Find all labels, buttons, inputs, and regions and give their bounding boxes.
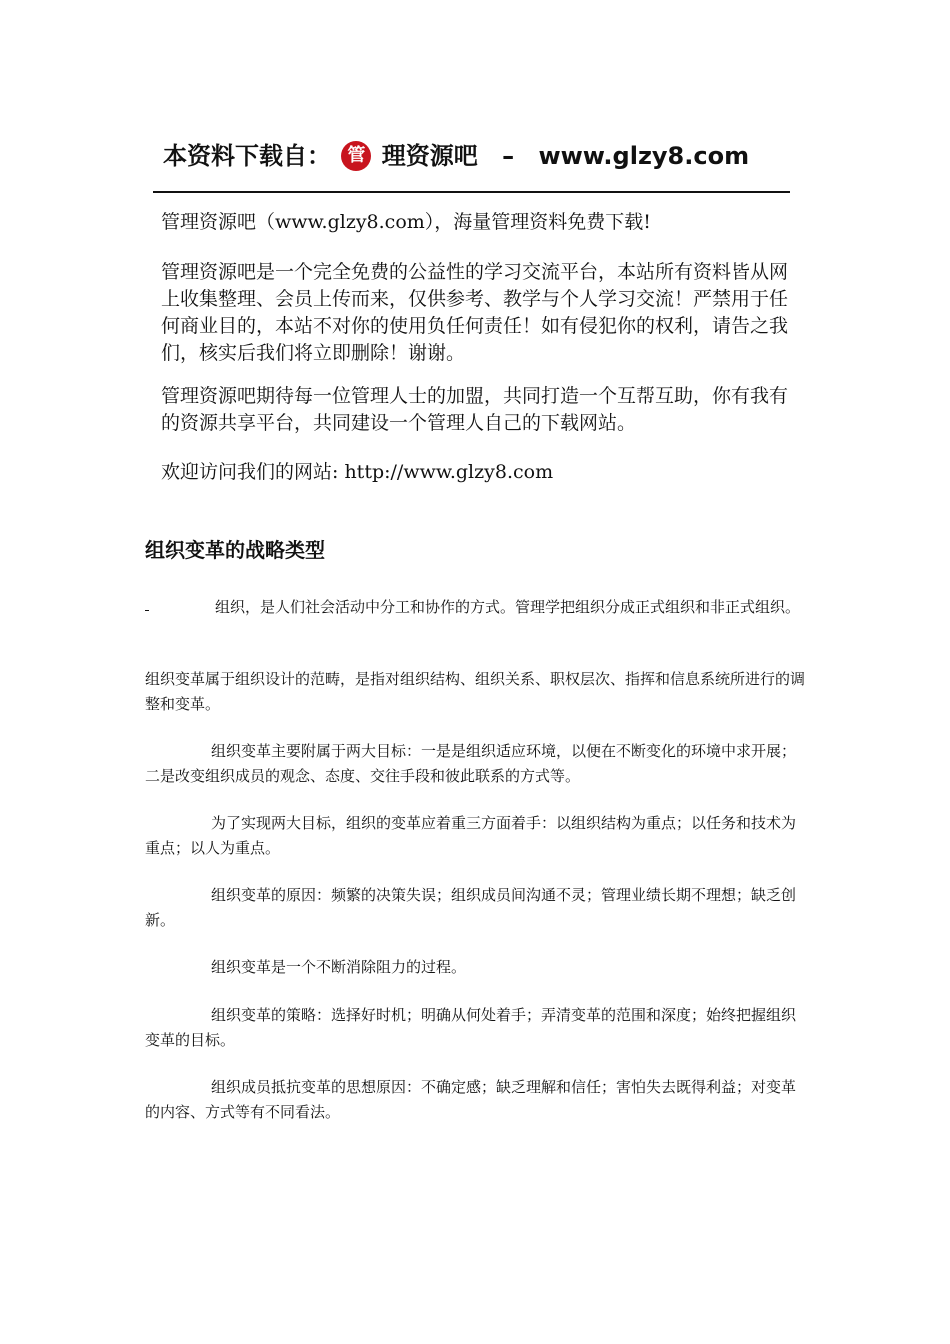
banner-dash: – (502, 142, 515, 170)
article-paragraph-1: 组织，是人们社会活动中分工和协作的方式。管理学把组织分成正式组织和非正式组织。 (215, 598, 801, 616)
article-paragraph-5: 组织变革的原因：频繁的决策失误；组织成员间沟通不灵；管理业绩长期不理想；缺乏创新。 (145, 886, 797, 929)
notice-paragraph-3: 管理资源吧期待每一位管理人士的加盟，共同打造一个互帮互助，你有我有的资源共享平台，共同建设一个管理人自己的下载网站。 (161, 385, 789, 434)
banner-site-name: 理资源吧 (381, 142, 478, 170)
site-logo: 管 (341, 141, 371, 171)
banner-divider (153, 191, 790, 193)
article-paragraph-3: 组织变革主要附属于两大目标：一是是组织适应环境，以便在不断变化的环境中求开展；二是改变组织成员的观念、态度、交往手段和彼此联系的方式等。 (145, 742, 797, 785)
notice-paragraph-2: 管理资源吧是一个完全免费的公益性的学习交流平台，本站所有资料皆从网上收集整理、会员上传而来，仅供参考、教学与个人学习交流！严禁用于任何商业目的，本站不对你的使用负任何责任！如有侵犯你的权利，请告之我们，核实后我们将立即删除！谢谢。 (161, 261, 789, 364)
banner-url[interactable]: www.glzy8.com (538, 142, 750, 170)
notice-line-1: 管理资源吧（www.glzy8.com），海量管理资料免费下载! (161, 211, 651, 233)
article-title: 组织变革的战略类型 (145, 538, 325, 562)
article-paragraph-7: 组织变革的策略：选择好时机；明确从何处着手；弄清变革的范围和深度；始终把握组织变革的目标。 (145, 1006, 797, 1049)
download-banner (163, 137, 783, 173)
article-paragraph-6: 组织变革是一个不断消除阻力的过程。 (211, 958, 467, 976)
article-paragraph-8: 组织成员抵抗变革的思想原因：不确定感；缺乏理解和信任；害怕失去既得利益；对变革的内容、方式等有不同看法。 (145, 1078, 797, 1121)
banner-prefix: 本资料下载自： (163, 142, 331, 170)
notice-visit: 欢迎访问我们的网站: http://www.glzy8.com (161, 461, 554, 483)
article-paragraph-4: 为了实现两大目标，组织的变革应着重三方面着手：以组织结构为重点；以任务和技术为重点；以人为重点。 (145, 814, 797, 857)
article-paragraph-2: 组织变革属于组织设计的范畴，是指对组织结构、组织关系、职权层次、指挥和信息系统所进行的调整和变革。 (145, 670, 806, 713)
